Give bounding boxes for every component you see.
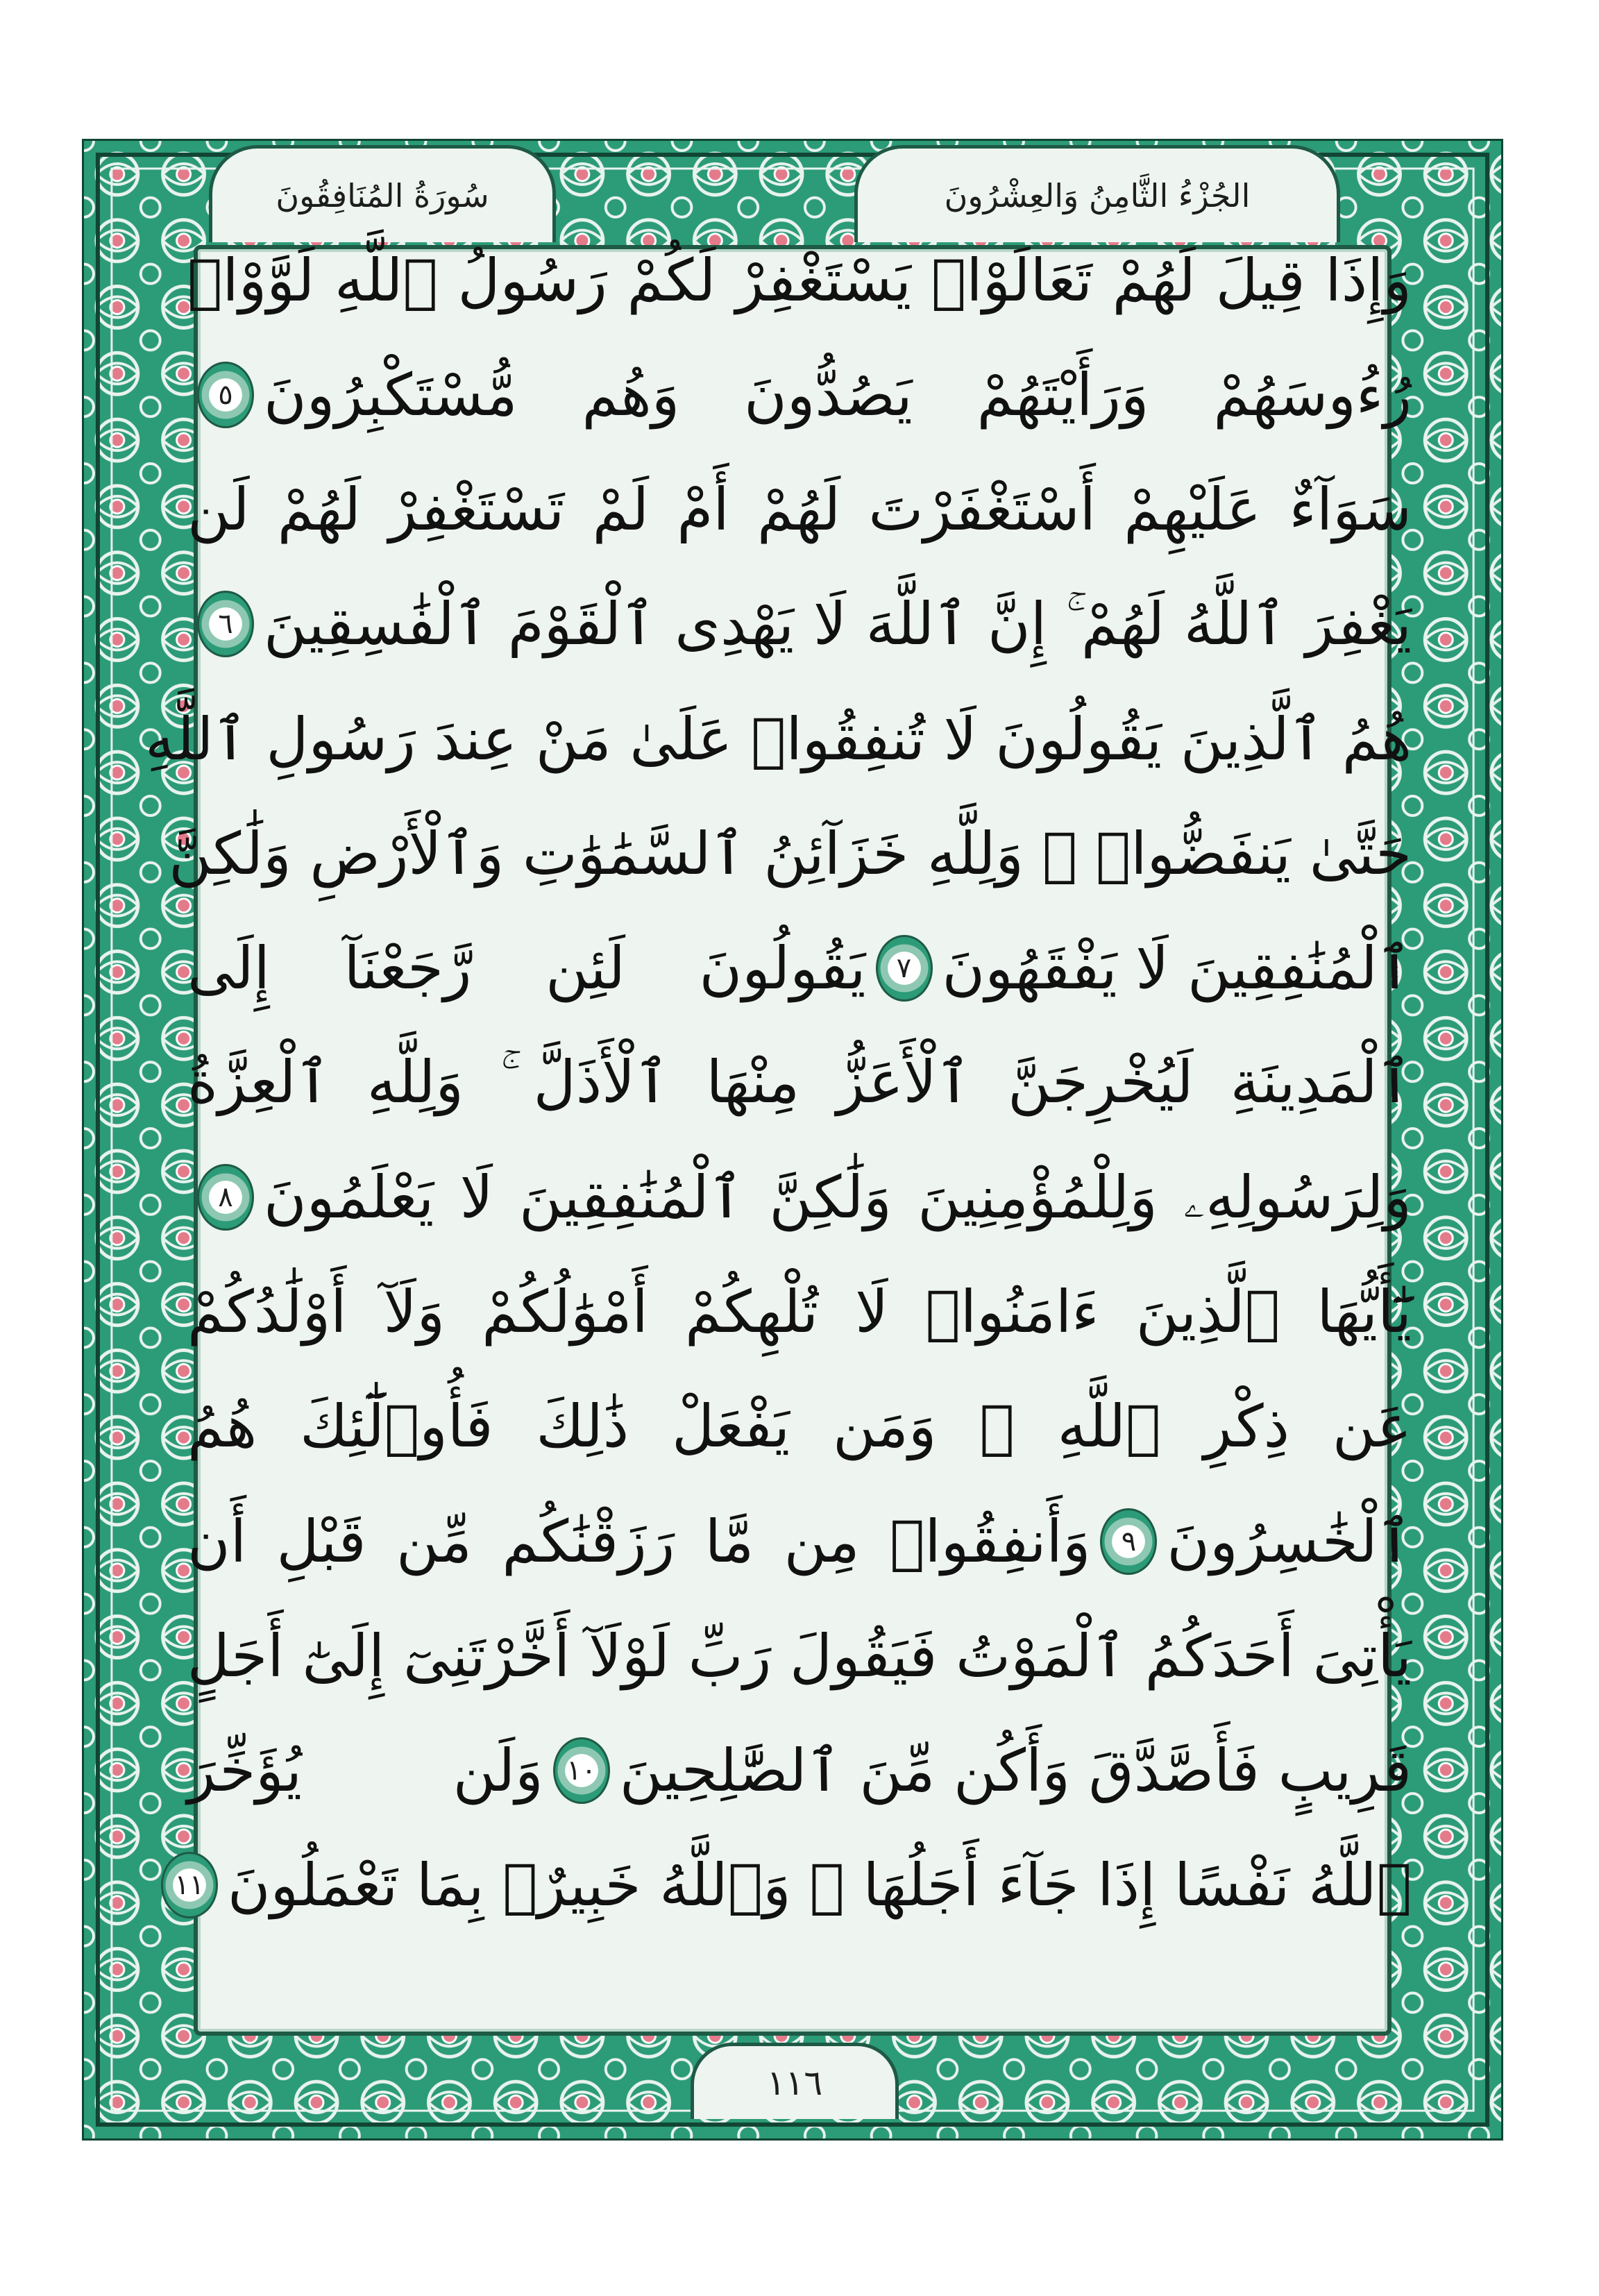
text-line-7: ٱلْمُنَٰفِقِينَ لَا يَفْقَهُونَ ٧ يَقُولُونَ لَئِن رَّجَعْنَآ إِلَى: [187, 934, 1412, 1002]
surah-cartouche: [209, 145, 556, 242]
ayah-marker-5: ٥: [197, 362, 254, 428]
juz-cartouche: [854, 145, 1340, 242]
text-line-15: ٱللَّهُ نَفْسًا إِذَا جَآءَ أَجَلُهَا ۚ وَٱللَّهُ خَبِيرٌۢ بِمَا تَعْمَلُونَ ١١: [187, 1834, 1412, 1936]
ayah-marker-6: ٦: [197, 591, 254, 657]
text-line-11: عَن ذِكْرِ ٱللَّهِ ۚ وَمَن يَفْعَلْ ذَٰلِكَ فَأُو۟لَٰٓئِكَ هُمُ: [187, 1392, 1412, 1461]
text-line-5: هُمُ ٱلَّذِينَ يَقُولُونَ لَا تُنفِقُوا۟ عَلَىٰ مَنْ عِندَ رَسُولِ ٱللَّهِ: [145, 704, 1412, 773]
ayah-marker-9: ٩: [1100, 1508, 1157, 1575]
text-line-12: ٱلْخَٰسِرُونَ ٩ وَأَنفِقُوا۟ مِن مَّا رَزَقْنَٰكُم مِّن قَبْلِ أَن: [187, 1507, 1412, 1576]
ayah-marker-10: ١٠: [553, 1737, 610, 1804]
quran-text: [145, 229, 1412, 1936]
text-line-10: يَٰٓأَيُّهَا ٱلَّذِينَ ءَامَنُوا۟ لَا تُلْهِكُمْ أَمْوَٰلُكُمْ وَلَآ أَوْلَٰدُكُمْ: [187, 1278, 1412, 1347]
text-line-9: وَلِرَسُولِهِۦ وَلِلْمُؤْمِنِينَ وَلَٰكِنَّ ٱلْمُنَٰفِقِينَ لَا يَعْلَمُونَ ٨: [187, 1146, 1412, 1249]
ayah-marker-11: ١١: [161, 1852, 218, 1918]
text-line-1: وَإِذَا قِيلَ لَهُمْ تَعَالَوْا۟ يَسْتَغْفِرْ لَكُمْ رَسُولُ ٱللَّهِ لَوَّوْا۟: [187, 246, 1412, 314]
text-line-3: سَوَآءٌ عَلَيْهِمْ أَسْتَغْفَرْتَ لَهُمْ أَمْ لَمْ تَسْتَغْفِرْ لَهُمْ لَن: [187, 475, 1412, 544]
text-line-8: ٱلْمَدِينَةِ لَيُخْرِجَنَّ ٱلْأَعَزُّ مِنْهَا ٱلْأَذَلَّ ۚ وَلِلَّهِ ٱلْعِزَّةُ: [187, 1048, 1412, 1117]
ayah-marker-7: ٧: [876, 935, 933, 1002]
text-line-13: يَأْتِىَ أَحَدَكُمُ ٱلْمَوْتُ فَيَقُولَ رَبِّ لَوْلَآ أَخَّرْتَنِىٓ إِلَىٰٓ أَجَلٍ: [187, 1621, 1412, 1690]
text-line-2: رُءُوسَهُمْ وَرَأَيْتَهُمْ يَصُدُّونَ وَهُم مُّسْتَكْبِرُونَ ٥: [187, 344, 1412, 446]
text-line-4: يَغْفِرَ ٱللَّهُ لَهُمْ ۚ إِنَّ ٱللَّهَ لَا يَهْدِى ٱلْقَوْمَ ٱلْفَٰسِقِينَ ٦: [187, 573, 1412, 675]
ayah-marker-8: ٨: [197, 1164, 254, 1231]
page-number: ١١٦: [766, 2062, 823, 2103]
juz-label: الجُزْءُ الثَّامِنُ وَالعِشْرُونَ: [944, 176, 1251, 214]
text-line-14: قَرِيبٍ فَأَصَّدَّقَ وَأَكُن مِّنَ ٱلصَّٰلِحِينَ ١٠ وَلَن يُؤَخِّرَ: [187, 1736, 1412, 1805]
page-number-cartouche: [691, 2043, 899, 2119]
surah-label: سُورَةُ المُنَافِقُونَ: [276, 176, 489, 214]
text-line-6: حَتَّىٰ يَنفَضُّوا۟ ۗ وَلِلَّهِ خَزَآئِنُ ٱلسَّمَٰوَٰتِ وَٱلْأَرْضِ وَلَٰكِنَّ: [169, 819, 1412, 888]
